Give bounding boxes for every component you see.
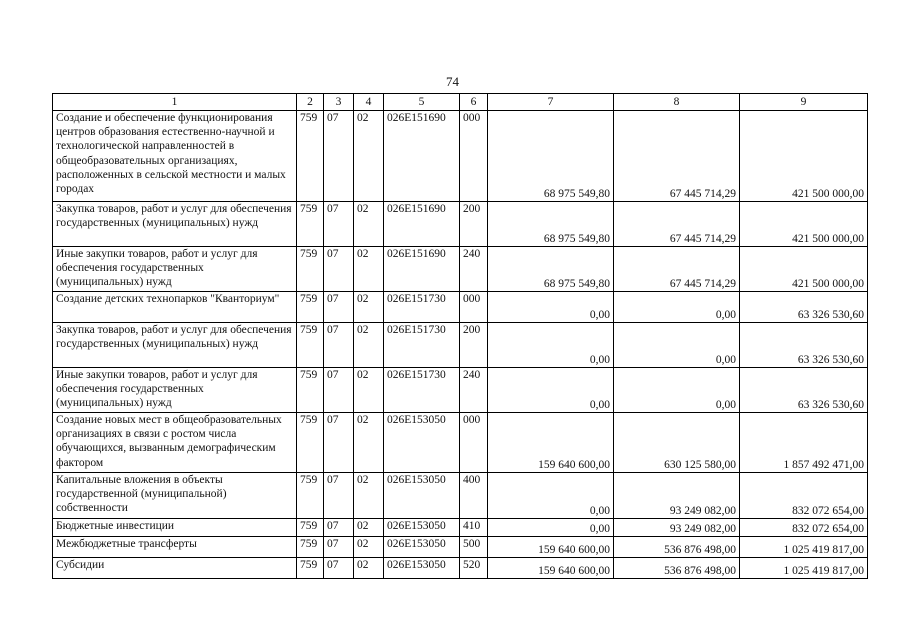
code-cell: 200 xyxy=(460,323,488,368)
code-cell: 02 xyxy=(354,111,384,202)
code-cell: 02 xyxy=(354,519,384,537)
code-cell: 07 xyxy=(324,519,354,537)
code-cell: 000 xyxy=(460,413,488,473)
table-row xyxy=(53,368,868,413)
amount-cell: 159 640 600,00 xyxy=(488,413,614,473)
row-name: Создание детских технопарков "Кванториум" xyxy=(53,292,297,323)
amount-cell: 93 249 082,00 xyxy=(614,519,740,537)
code-cell: 02 xyxy=(354,558,384,579)
table-row xyxy=(53,537,868,558)
amount-cell: 0,00 xyxy=(488,519,614,537)
row-name: Создание новых мест в общеобразовательных организациях в связи с ростом числа обучающихся, вызванным демографическим фактором xyxy=(53,413,297,473)
code-cell: 200 xyxy=(460,202,488,247)
table-row xyxy=(53,202,868,247)
amount-cell: 1 857 492 471,00 xyxy=(740,413,868,473)
amount-cell: 0,00 xyxy=(488,368,614,413)
row-name: Иные закупки товаров, работ и услуг для обеспечения государственных (муниципальных) нужд xyxy=(53,247,297,292)
amount-cell: 0,00 xyxy=(614,292,740,323)
row-name: Создание и обеспечение функционирования центров образования естественно-научной и технологической направленностей в общеобразовательных организациях, расположенных в сельской местности и малых городах xyxy=(53,111,297,202)
code-cell: 026Е153050 xyxy=(384,537,460,558)
amount-cell: 68 975 549,80 xyxy=(488,111,614,202)
code-cell: 07 xyxy=(324,202,354,247)
amount-cell: 93 249 082,00 xyxy=(614,473,740,519)
amount-cell: 159 640 600,00 xyxy=(488,558,614,579)
amount-cell: 630 125 580,00 xyxy=(614,413,740,473)
code-cell: 02 xyxy=(354,473,384,519)
code-cell: 02 xyxy=(354,247,384,292)
code-cell: 07 xyxy=(324,413,354,473)
amount-cell: 536 876 498,00 xyxy=(614,558,740,579)
code-cell: 02 xyxy=(354,537,384,558)
table-row xyxy=(53,323,868,368)
code-cell: 07 xyxy=(324,323,354,368)
code-cell: 759 xyxy=(297,111,324,202)
table-row xyxy=(53,292,868,323)
table-row xyxy=(53,473,868,519)
amount-cell: 1 025 419 817,00 xyxy=(740,558,868,579)
amount-cell: 67 445 714,29 xyxy=(614,247,740,292)
amount-cell: 0,00 xyxy=(488,473,614,519)
amount-cell: 536 876 498,00 xyxy=(614,537,740,558)
amount-cell: 421 500 000,00 xyxy=(740,202,868,247)
amount-cell: 0,00 xyxy=(488,323,614,368)
column-header: 1 xyxy=(53,94,297,111)
row-name: Закупка товаров, работ и услуг для обеспечения государственных (муниципальных) нужд xyxy=(53,202,297,247)
code-cell: 759 xyxy=(297,202,324,247)
row-name: Закупка товаров, работ и услуг для обеспечения государственных (муниципальных) нужд xyxy=(53,323,297,368)
code-cell: 759 xyxy=(297,558,324,579)
code-cell: 759 xyxy=(297,473,324,519)
code-cell: 026Е151730 xyxy=(384,323,460,368)
code-cell: 02 xyxy=(354,413,384,473)
code-cell: 520 xyxy=(460,558,488,579)
code-cell: 026Е151730 xyxy=(384,368,460,413)
code-cell: 000 xyxy=(460,111,488,202)
code-cell: 759 xyxy=(297,537,324,558)
amount-cell: 68 975 549,80 xyxy=(488,247,614,292)
column-header: 7 xyxy=(488,94,614,111)
code-cell: 500 xyxy=(460,537,488,558)
amount-cell: 159 640 600,00 xyxy=(488,537,614,558)
code-cell: 07 xyxy=(324,368,354,413)
column-header: 2 xyxy=(297,94,324,111)
code-cell: 400 xyxy=(460,473,488,519)
amount-cell: 0,00 xyxy=(614,323,740,368)
table-row xyxy=(53,519,868,537)
code-cell: 02 xyxy=(354,202,384,247)
row-name: Иные закупки товаров, работ и услуг для обеспечения государственных (муниципальных) нужд xyxy=(53,368,297,413)
code-cell: 759 xyxy=(297,368,324,413)
page-number: 74 xyxy=(446,74,459,89)
amount-cell: 832 072 654,00 xyxy=(740,473,868,519)
code-cell: 026Е151730 xyxy=(384,292,460,323)
code-cell: 07 xyxy=(324,111,354,202)
column-number-row xyxy=(53,94,868,111)
code-cell: 759 xyxy=(297,247,324,292)
code-cell: 759 xyxy=(297,323,324,368)
code-cell: 759 xyxy=(297,519,324,537)
code-cell: 07 xyxy=(324,537,354,558)
code-cell: 07 xyxy=(324,292,354,323)
column-header: 6 xyxy=(460,94,488,111)
code-cell: 410 xyxy=(460,519,488,537)
table-row xyxy=(53,558,868,579)
amount-cell: 0,00 xyxy=(488,292,614,323)
column-header: 4 xyxy=(354,94,384,111)
row-name: Бюджетные инвестиции xyxy=(53,519,297,537)
code-cell: 000 xyxy=(460,292,488,323)
amount-cell: 1 025 419 817,00 xyxy=(740,537,868,558)
code-cell: 026Е153050 xyxy=(384,558,460,579)
amount-cell: 68 975 549,80 xyxy=(488,202,614,247)
code-cell: 026Е153050 xyxy=(384,413,460,473)
budget-table xyxy=(52,93,868,579)
row-name: Капитальные вложения в объекты государственной (муниципальной) собственности xyxy=(53,473,297,519)
code-cell: 240 xyxy=(460,368,488,413)
code-cell: 07 xyxy=(324,247,354,292)
amount-cell: 421 500 000,00 xyxy=(740,111,868,202)
code-cell: 02 xyxy=(354,292,384,323)
column-header: 8 xyxy=(614,94,740,111)
column-header: 3 xyxy=(324,94,354,111)
amount-cell: 421 500 000,00 xyxy=(740,247,868,292)
code-cell: 02 xyxy=(354,323,384,368)
table-row xyxy=(53,247,868,292)
amount-cell: 0,00 xyxy=(614,368,740,413)
amount-cell: 63 326 530,60 xyxy=(740,323,868,368)
table-row xyxy=(53,111,868,202)
row-name: Субсидии xyxy=(53,558,297,579)
column-header: 9 xyxy=(740,94,868,111)
code-cell: 02 xyxy=(354,368,384,413)
amount-cell: 832 072 654,00 xyxy=(740,519,868,537)
column-header: 5 xyxy=(384,94,460,111)
amount-cell: 67 445 714,29 xyxy=(614,111,740,202)
code-cell: 026Е151690 xyxy=(384,202,460,247)
code-cell: 07 xyxy=(324,558,354,579)
code-cell: 759 xyxy=(297,413,324,473)
code-cell: 759 xyxy=(297,292,324,323)
row-name: Межбюджетные трансферты xyxy=(53,537,297,558)
amount-cell: 63 326 530,60 xyxy=(740,368,868,413)
code-cell: 026Е153050 xyxy=(384,519,460,537)
code-cell: 026Е151690 xyxy=(384,111,460,202)
amount-cell: 63 326 530,60 xyxy=(740,292,868,323)
amount-cell: 67 445 714,29 xyxy=(614,202,740,247)
table-row xyxy=(53,413,868,473)
code-cell: 07 xyxy=(324,473,354,519)
code-cell: 240 xyxy=(460,247,488,292)
code-cell: 026Е151690 xyxy=(384,247,460,292)
code-cell: 026Е153050 xyxy=(384,473,460,519)
